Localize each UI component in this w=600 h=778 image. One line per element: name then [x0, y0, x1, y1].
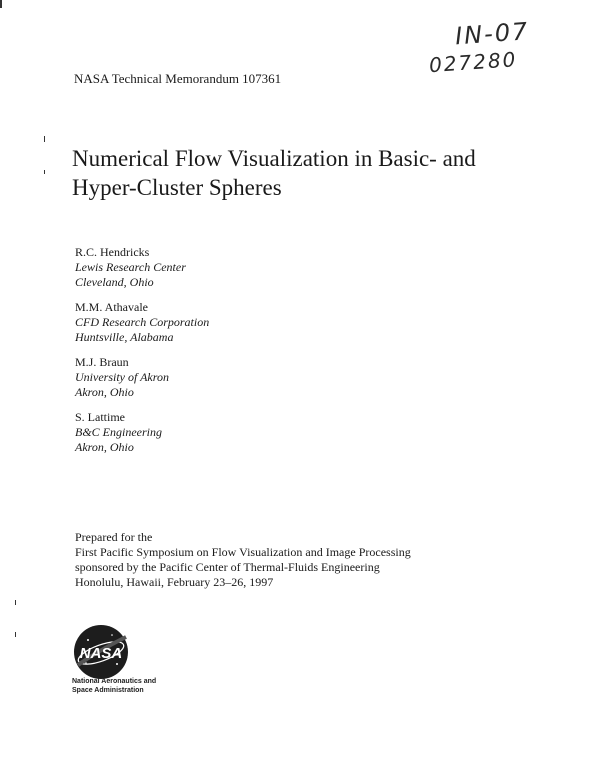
- nasa-logo: [72, 623, 130, 681]
- author-organization: Lewis Research Center: [75, 260, 186, 274]
- scan-mark: [44, 136, 45, 142]
- author-location: Akron, Ohio: [75, 440, 134, 454]
- prepared-line-1: Prepared for the: [75, 530, 153, 544]
- author-location: Huntsville, Alabama: [75, 330, 174, 344]
- author-name: M.J. Braun: [75, 355, 129, 369]
- handwritten-stamp: [428, 17, 532, 78]
- author-block: [75, 300, 209, 345]
- author-name: R.C. Hendricks: [75, 245, 150, 259]
- document-title: [72, 144, 542, 202]
- author-location: Cleveland, Ohio: [75, 275, 154, 289]
- agency-name: [72, 677, 156, 695]
- scan-mark: [44, 170, 45, 174]
- prepared-line-2: First Pacific Symposium on Flow Visualization and Image Processing: [75, 545, 411, 559]
- author-location: Akron, Ohio: [75, 385, 134, 399]
- memorandum-label: NASA Technical Memorandum 107361: [74, 71, 282, 86]
- title-line-1: Numerical Flow Visualization in Basic- and: [72, 146, 476, 171]
- author-organization: CFD Research Corporation: [75, 315, 210, 329]
- author-organization: University of Akron: [75, 370, 169, 384]
- prepared-for-note: [75, 530, 411, 590]
- author-list: [75, 245, 209, 465]
- agency-line-1: National Aeronautics and: [72, 678, 157, 685]
- scan-mark: [15, 632, 16, 637]
- stamp-line-2: 027280: [428, 47, 519, 78]
- author-name: S. Lattime: [75, 410, 125, 424]
- agency-line-2: Space Administration: [72, 687, 144, 694]
- logo-lettering: NASA: [79, 645, 123, 662]
- prepared-line-4: Honolulu, Hawaii, February 23–26, 1997: [75, 575, 274, 589]
- author-block: [75, 245, 209, 290]
- scan-mark: [0, 0, 2, 8]
- author-block: [75, 355, 209, 400]
- title-line-2: Hyper-Cluster Spheres: [72, 175, 282, 200]
- author-organization: B&C Engineering: [75, 425, 162, 439]
- stamp-line-1: IN-07: [454, 17, 531, 51]
- scan-mark: [15, 600, 16, 605]
- author-name: M.M. Athavale: [75, 300, 148, 314]
- author-block: [75, 410, 209, 455]
- prepared-line-3: sponsored by the Pacific Center of Thermal-Fluids Engineering: [75, 560, 380, 574]
